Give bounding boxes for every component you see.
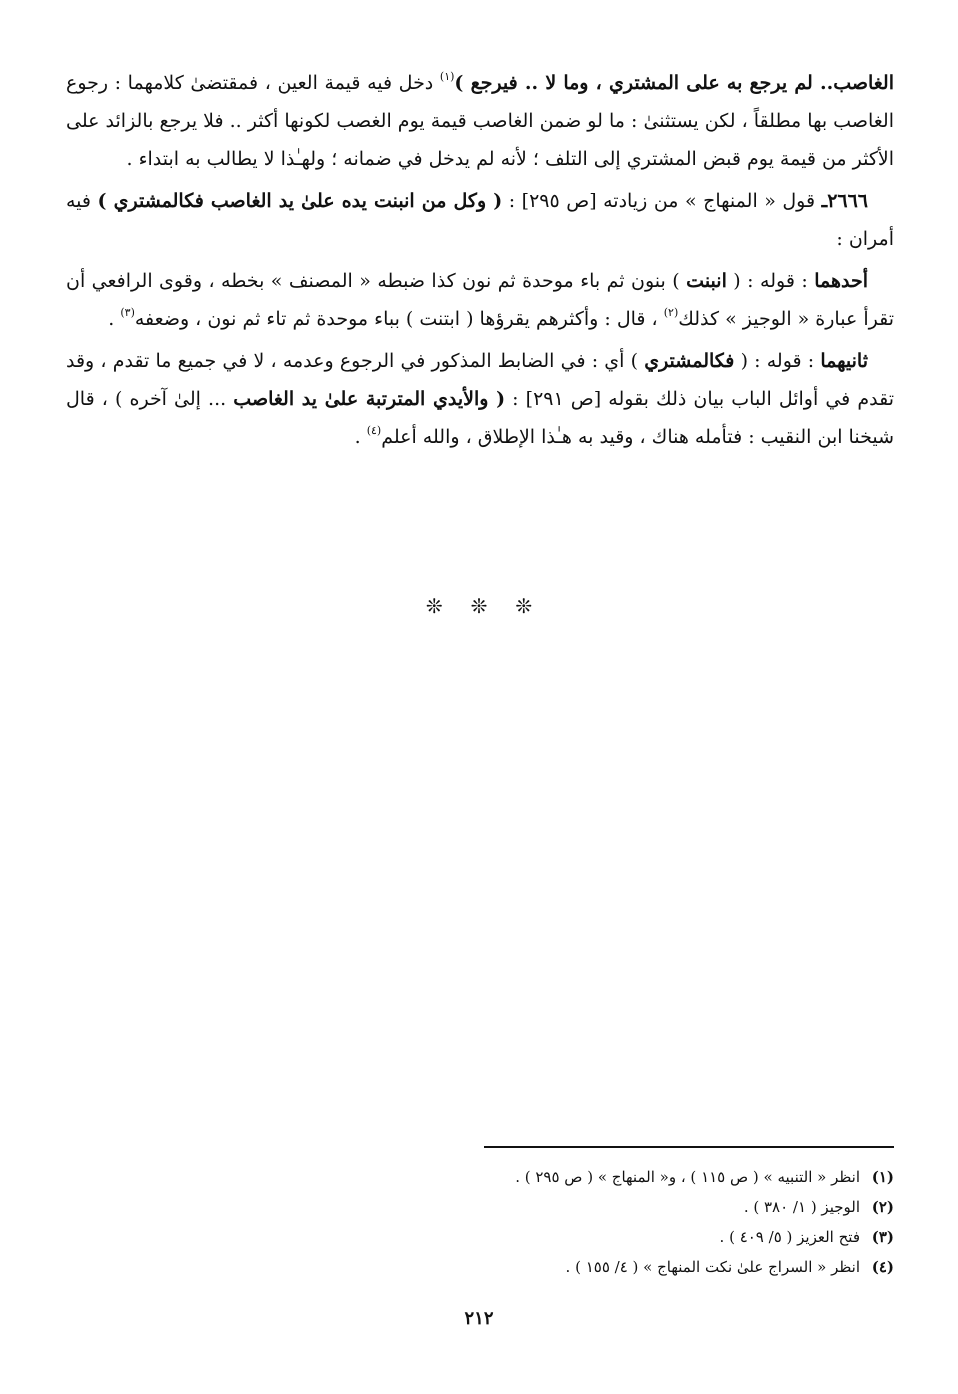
- quoted-word: فكالمشتري: [644, 350, 735, 372]
- asterism-icon: ❊: [470, 594, 488, 618]
- footnote-text: انظر « التنبيه » ( ص ١١٥ ) ، و« المنهاج » ( ص ٢٩٥ ) .: [515, 1168, 860, 1186]
- text-run: .: [354, 426, 367, 448]
- quoted-word: انبنت: [686, 270, 727, 292]
- footnote-ref[interactable]: (٢): [663, 306, 679, 319]
- text-run: فيه أمران :: [66, 190, 894, 250]
- text-run: دخل فيه قيمة العين ، فمقتضىٰ كلامهما : رجوع الغاصب بها مطلقاً ، لكن يستثنىٰ : ما لو ضمن الغاصب قيمة يوم الغصب لكونها أكثر .. فلا يرجع بالزائد على الأكثر من قيمة يوم قبض المشتري إلى التلف ؛ لأنه لم يدخل في ضمانه ؛ ولهـٰذا لا يطالب به ابتداء .: [66, 72, 894, 170]
- footnote-item: [200, 1192, 894, 1222]
- asterism-icon: ❊: [425, 594, 443, 618]
- text-run: الغاصب.. لم يرجع به على المشتري ، وما لا .. فيرجع ): [454, 72, 895, 94]
- paragraph-3: [66, 262, 894, 338]
- quoted-text: ( والأيدي المترتبة علىٰ يد الغاصب: [233, 388, 506, 410]
- footnotes: [200, 1162, 894, 1282]
- footnote-text: فتح العزيز ( ٥/ ٤٠٩ ) .: [719, 1228, 860, 1246]
- footnote-ref[interactable]: (١): [439, 70, 455, 83]
- footnote-divider: [484, 1146, 894, 1148]
- text-run: ) أي : في الضابط المذكور في الرجوع وعدمه ، لا في جميع ما تقدم ، وقد تقدم في أوائل الباب بيان ذلك بقوله [ص ٢٩١] :: [66, 350, 894, 410]
- footnote-item: [200, 1222, 894, 1252]
- footnote-number: (١): [871, 1168, 894, 1186]
- footnote-number: (٤): [871, 1258, 894, 1276]
- footnote-text: الوجيز ( ١/ ٣٨٠ ) .: [743, 1198, 860, 1216]
- text-run: : قوله : (: [734, 350, 821, 372]
- heading-word: أحدهما: [814, 270, 869, 292]
- section-separator: [0, 594, 958, 618]
- text-run: قول « المنهاج » من زيادته [ص ٢٩٥] :: [502, 190, 822, 212]
- main-text: [66, 64, 894, 460]
- quoted-text: ( وكل من انبنت يده علىٰ يد الغاصب فكالمشتري ): [97, 190, 503, 212]
- paragraph-4: [66, 342, 894, 456]
- footnote-item: [200, 1162, 894, 1192]
- text-run: ... إلىٰ آخره ) ، قال شيخنا ابن النقيب : فتأمله هناك ، وقيد به هـٰذا الإطلاق ، والله أعلم: [66, 388, 894, 448]
- paragraph-2: [66, 182, 894, 258]
- footnote-text: انظر « السراج علىٰ نكت المنهاج » ( ٤/ ١٥٥ ) .: [565, 1258, 860, 1276]
- text-run: .: [108, 308, 121, 330]
- footnote-ref[interactable]: (٤): [366, 424, 382, 437]
- asterism-icon: ❊: [515, 594, 533, 618]
- heading-word: ثانيهما: [820, 350, 868, 372]
- footnote-number: (٢): [871, 1198, 894, 1216]
- entry-number: ٢٦٦٦ـ: [821, 190, 869, 212]
- paragraph-1: [66, 64, 894, 178]
- footnote-number: (٣): [871, 1228, 894, 1246]
- footnote-ref[interactable]: (٣): [120, 306, 135, 319]
- text-run: : قوله : (: [726, 270, 815, 292]
- page-number: ٢١٢: [464, 1308, 494, 1329]
- footnote-item: [200, 1252, 894, 1282]
- text-run: ، قال : وأكثرهم يقرؤها ( ابتنت ) بباء موحدة ثم تاء ثم نون ، وضعفه: [134, 308, 664, 330]
- text-run: ) بنون ثم باء موحدة ثم نون كذا ضبطه « المصنف » بخطه ، وقوى الرافعي أن تقرأ عبارة « الوجيز » كذلك: [66, 270, 894, 330]
